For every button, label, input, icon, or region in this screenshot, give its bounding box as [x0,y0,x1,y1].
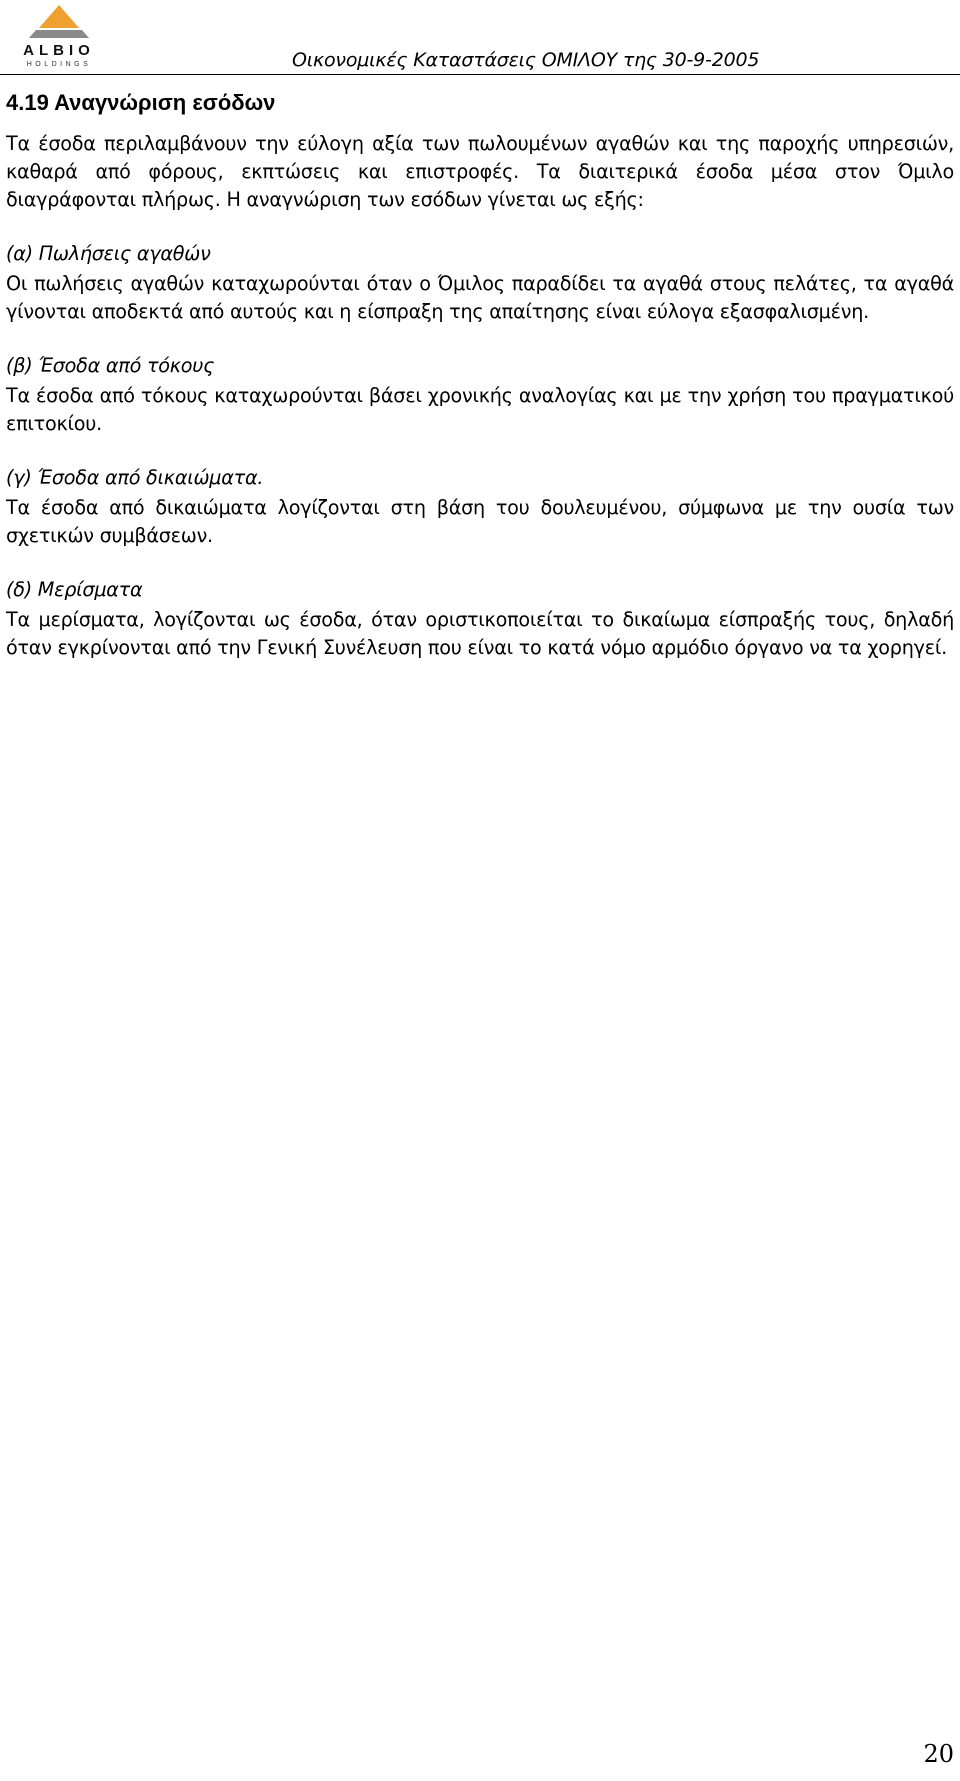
header-divider [0,74,960,75]
albio-logo [6,2,112,70]
page-body [6,88,954,662]
document-header-title: Οικονομικές Καταστάσεις ΟΜΙΛΟΥ της 30-9-2005 [292,49,760,71]
albio-logo-icon [6,2,112,70]
subsection-text: Τα έσοδα από δικαιώματα λογίζονται στη βάση του δουλευμένου, σύμφωνα με την ουσία των σχετικών συμβάσεων. [6,496,954,547]
subsection-dividends [6,576,954,662]
subsection-title: (δ) Μερίσματα [6,578,143,601]
intro-paragraph: Τα έσοδα περιλαμβάνουν την εύλογη αξία των πωλουμένων αγαθών και της παροχής υπηρεσιών, καθαρά από φόρους, εκπτώσεις και επιστροφές. Τα διαιτερικά έσοδα μέσα στον Όμιλο διαγράφονται πλήρως. Η αναγνώριση των εσόδων γίνεται ως εξής: [6,132,954,211]
subsection-title: (β) Έσοδα από τόκους [6,354,215,377]
page-number: 20 [923,1740,954,1768]
subsection-sales [6,240,954,326]
subsection-text: Τα μερίσματα, λογίζονται ως έσοδα, όταν οριστικοποιείται το δικαίωμα είσπραξής τους, δηλαδή όταν εγκρίνονται από την Γενική Συνέλευση που είναι το κατά νόμο αρμόδιο όργανο να τα χορηγεί. [6,608,954,659]
subsection-text: Τα έσοδα από τόκους καταχωρούνται βάσει χρονικής αναλογίας και με την χρήση του πραγματικού επιτοκίου. [6,384,954,435]
subsection-title: (γ) Έσοδα από δικαιώματα. [6,466,264,489]
logo-subtext: HOLDINGS [26,61,92,68]
subsection-title: (α) Πωλήσεις αγαθών [6,242,211,265]
logo-text: ALBIO [23,42,95,59]
subsection-interest [6,352,954,438]
page-header [0,0,960,76]
section-title: 4.19 Αναγνώριση εσόδων [6,90,276,115]
subsection-royalties [6,464,954,550]
subsection-text: Οι πωλήσεις αγαθών καταχωρούνται όταν ο Όμιλος παραδίδει τα αγαθά στους πελάτες, τα αγαθά γίνονται αποδεκτά από αυτούς και η είσπραξη της απαίτησης είναι εύλογα εξασφαλισμένη. [6,272,954,323]
